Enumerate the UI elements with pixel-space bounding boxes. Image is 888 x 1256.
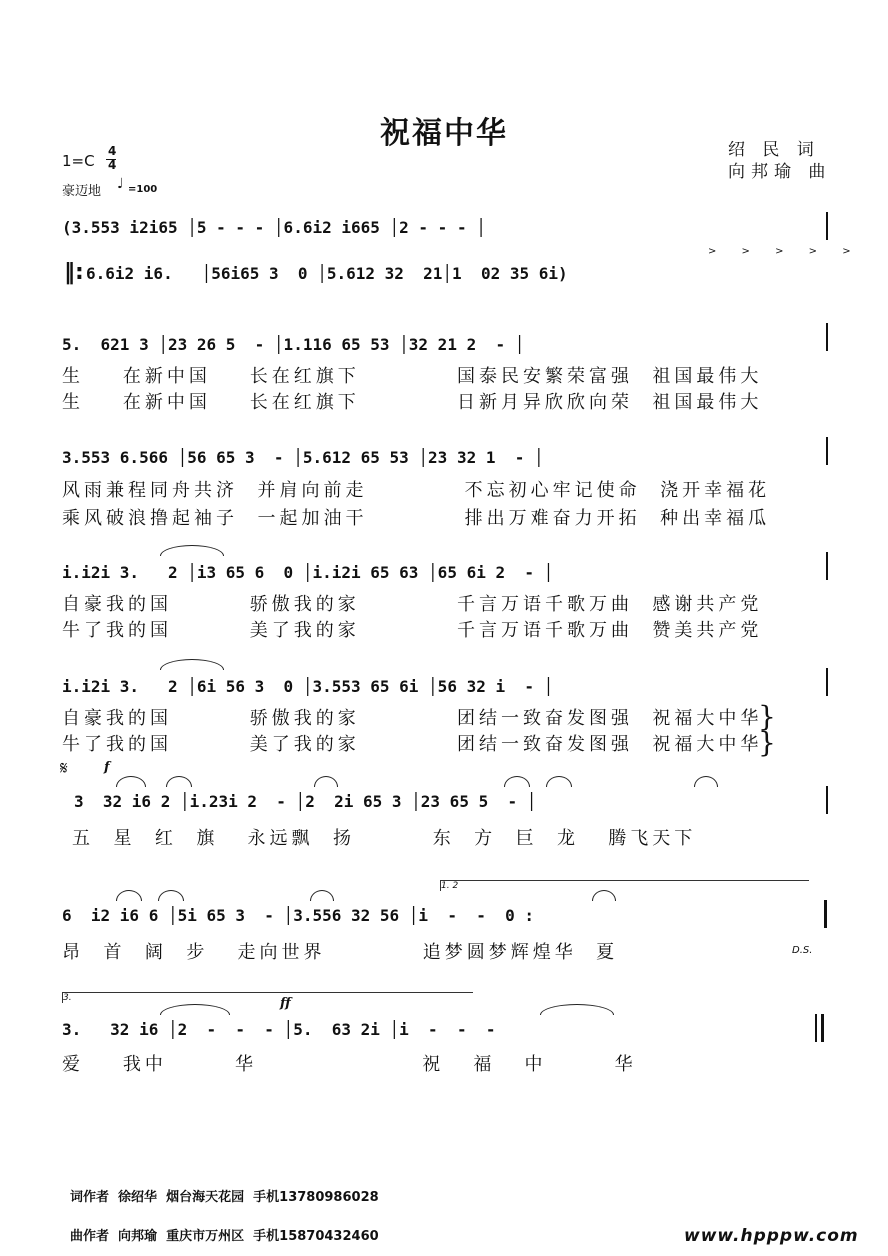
final-barline [821,1014,824,1042]
lyrics-row-5-verse-1: 自豪我的国 骄傲我的家 千言万语千歌万曲 感谢共产党 [62,594,763,615]
slur [504,776,530,787]
notation-row-5: i.i2i 3. 2 │i3 65 6 0 │i.i2i 65 63 │65 6i 2 - │ [62,563,554,582]
repeat-start-sign: ‖: [64,260,84,285]
notation-row-6: i.i2i 3. 2 │6i 56 3 0 │3.553 65 6i │56 32 i - │ [62,677,554,696]
lyrics-row-3-verse-2: 生 在新中国 长在红旗下 日新月异欣欣向荣 祖国最伟大 [62,392,763,413]
slur [116,776,146,787]
lyricist-credit: 绍 民 词 [728,140,820,160]
notation-row-4: 3.553 6.566 │56 65 3 - │5.612 65 53 │23 32 1 - │ [62,448,544,467]
time-signature-bottom: 4 [108,158,117,172]
verse-brace-top: } [758,700,776,733]
lyrics-row-4-verse-2: 乘风破浪撸起袖子 一起加油干 排出万难奋力开拓 种出幸福瓜 [62,508,771,529]
volta-bracket-1-2: 1. 2 [440,880,809,891]
time-signature-top: 4 [108,144,117,158]
volta-bracket-3: 3. [62,992,473,1003]
notation-row-2: 6.6i2 i6. │56i65 3 0 │5.612 32 21│1 02 35 6i) [86,264,568,283]
lyrics-row-3-verse-1: 生 在新中国 长在红旗下 国泰民安繁荣富强 祖国最伟大 [62,366,763,387]
slur [314,776,338,787]
notation-row-9: 3. 32 i6 │2 - - - │5. 63 2i │i - - - [62,1020,506,1039]
slur [166,776,192,787]
slur [694,776,718,787]
slur [160,545,224,556]
slur [158,890,184,901]
barline [815,1014,817,1042]
song-title: 祝福中华 [380,116,508,151]
lyrics-row-6-verse-2: 牛了我的国 美了我的家 团结一致奋发图强 祝福大中华 [62,734,763,755]
barline [826,212,828,240]
website-link[interactable]: www.hpppw.com [684,1226,859,1246]
lyrics-row-5-verse-2: 牛了我的国 美了我的家 千言万语千歌万曲 赞美共产党 [62,620,763,641]
verse-brace-bottom: } [758,726,776,759]
slur [540,1004,614,1015]
barline [826,437,828,465]
composer-credit: 向邦瑜 曲 [728,162,832,182]
slur [160,659,224,670]
notation-row-7: 3 32 i6 2 │i.23i 2 - │2 2i 65 3 │23 65 5 - │ [74,792,537,811]
barline [826,786,828,814]
lyrics-row-9: 爱 我中 华 祝 福 中 华 [62,1054,637,1075]
barline [826,668,828,696]
ds-marking: D.S. [792,945,813,956]
quarter-note-icon: ♩ [117,176,124,192]
notation-row-1: (3.553 i2i65 │5 - - - │6.6i2 i665 │2 - - - │ [62,218,486,237]
barline [826,552,828,580]
barline [826,323,828,351]
slur [116,890,142,901]
segno-sign: 𝄋 [60,758,68,779]
lyrics-row-6-verse-1: 自豪我的国 骄傲我的家 团结一致奋发图强 祝福大中华 [62,708,763,729]
slur [592,890,616,901]
slur [160,1004,230,1015]
composer-contact: 曲作者 向邦瑜 重庆市万州区 手机15870432460 [70,1229,379,1244]
accent-marks: > > > > > [708,246,862,257]
lyricist-contact: 词作者 徐绍华 烟台海天花园 手机13780986028 [70,1190,379,1205]
key-signature: 1=C [62,152,95,170]
notation-row-3: 5. 621 3 │23 26 5 - │1.116 65 53 │32 21 2 - │ [62,335,525,354]
lyrics-row-8: 昂 首 阔 步 走向世界 追梦圆梦辉煌华 夏 [62,942,619,963]
dynamic-ff: ff [280,996,291,1011]
tempo-value: =100 [128,184,158,195]
slur [546,776,572,787]
notation-row-8: 6 i2 i6 6 │5i 65 3 - │3.556 32 56 │i - - 0 : [62,906,535,925]
lyrics-row-4-verse-1: 风雨兼程同舟共济 并肩向前走 不忘初心牢记使命 浇开幸福花 [62,480,771,501]
lyrics-row-7: 五 星 红 旗 永远飘 扬 东 方 巨 龙 腾飞天下 [72,828,697,849]
dynamic-f: f [104,760,110,775]
tempo-label: 豪迈地 [62,184,102,199]
repeat-end-barline [824,900,827,928]
slur [310,890,334,901]
